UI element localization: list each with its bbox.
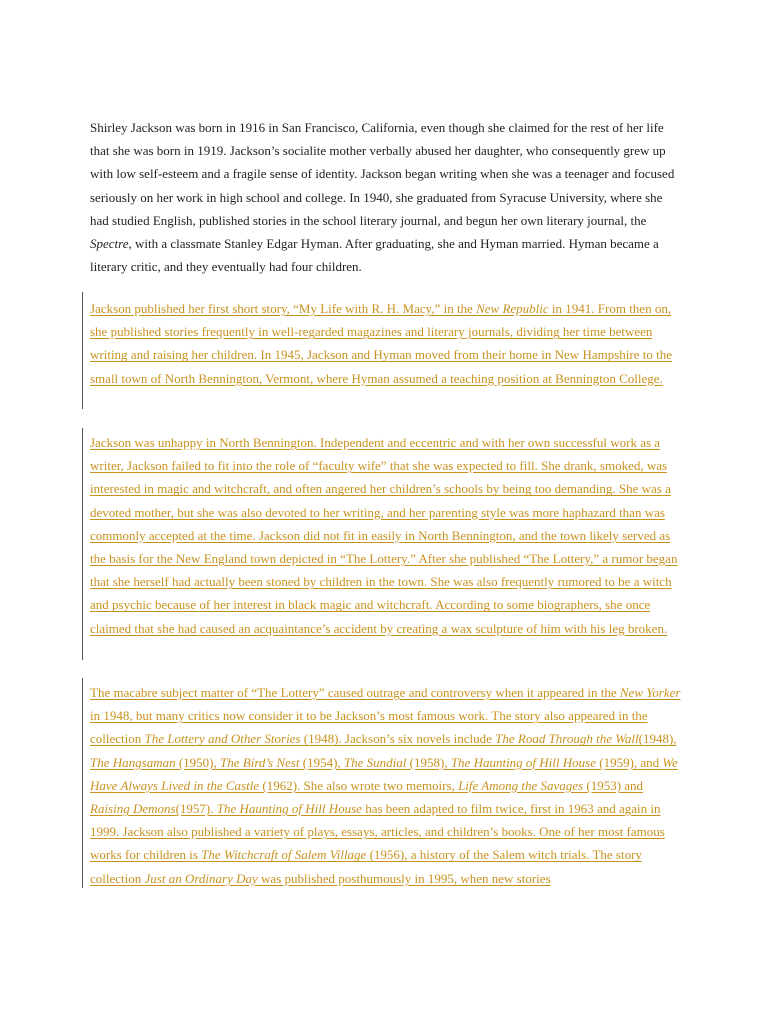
- text-run: (1948),: [638, 731, 677, 747]
- text-run: Shirley Jackson was born in 1916 in San Francisco, California, even though she claimed for the rest of her life that she was born in 1919. Jackson’s socialite mother verbally abused her daughter, who consequently grew up with low self-esteem and a fragile sense of identity. Jackson began writing when she was a teenager and focused seriously on her work in high school and college. In 1940, she graduated from Syracuse University, where she had studied English, published stories in the school literary journal, and begun her own literary journal, the: [90, 120, 675, 228]
- text-run: was published posthumously in 1995, when new stories: [257, 870, 551, 886]
- text-run: in 1941. From then on, she published stories frequently in well-regarded magazines and literary journals, dividing her time between writing and raising her children. In 1945, Jackson and Hyman moved from their home in New Hampshire to the small town of North Bennington, Vermont, where Hyman assumed a teaching position at Bennington College.: [90, 301, 672, 386]
- italic-title: New Republic: [476, 301, 549, 316]
- italic-title: New Yorker: [619, 685, 681, 700]
- text-run: (1953) and: [583, 777, 644, 793]
- italic-title: Spectre: [90, 236, 129, 252]
- paragraph-works: [90, 681, 682, 889]
- italic-title: Just an Ordinary Day: [144, 870, 258, 886]
- text-run: (1954),: [299, 754, 344, 770]
- text-run: The macabre subject matter of “The Lottery” caused outrage and controversy when it appeared in the: [90, 685, 620, 700]
- italic-title: Raising Demons: [90, 801, 176, 817]
- text-run: (1957).: [175, 801, 217, 817]
- text-run: (1956), a history of the Salem witch trials. The story collection: [90, 847, 642, 886]
- text-run: (1959), and: [595, 754, 663, 770]
- italic-title: The Sundial: [343, 754, 407, 770]
- paragraph-biography: [90, 116, 682, 278]
- change-bar: [82, 428, 83, 660]
- italic-title: Life Among the Savages: [458, 777, 584, 793]
- text-run: has been adapted to film twice, first in 1963 and again in 1999. Jackson also published a variety of plays, essays, articles, and children’s books. One of her most famous works for children is: [90, 801, 665, 863]
- paragraph-first-story: [90, 297, 682, 390]
- change-bar: [82, 292, 83, 409]
- italic-title: The Lottery and Other Stories: [144, 731, 301, 747]
- text-run: Jackson was unhappy in North Bennington. Independent and eccentric and with her own successful work as a writer, Jackson failed to fit into the role of “faculty wife” that she was expected to fill. She drank, smoked, was interested in magic and witchcraft, and often angered her children’s schools by being too demanding. She was a devoted mother, but she was also devoted to her writing, and her parenting style was more haphazard than was commonly accepted at the time. Jackson did not fit in easily in North Bennington, and the town likely served as the basis for the New England town depicted in “The Lottery.” After she published “The Lottery,” a rumor began that she herself had actually been stoned by children in the town. She was also frequently rumored to be a witch and psychic because of her interest in black magic and witchcraft. According to some biographers, she once claimed that she had caused an acquaintance’s accident by creating a wax sculpture of him with his leg broken.: [90, 435, 678, 636]
- italic-title: The Bird’s Nest: [220, 754, 300, 770]
- italic-title: The Haunting of Hill House: [216, 801, 362, 817]
- text-run: (1950),: [175, 754, 221, 770]
- text-run: (1962). She also wrote two memoirs,: [259, 777, 459, 793]
- text-run: , with a classmate Stanley Edgar Hyman. After graduating, she and Hyman married. Hyman became a literary critic, and they eventually had four children.: [90, 236, 659, 275]
- italic-title: The Road Through the Wall: [495, 731, 639, 747]
- italic-title: The Witchcraft of Salem Village: [201, 847, 367, 863]
- italic-title: The Haunting of Hill House: [450, 754, 596, 770]
- text-run: (1948). Jackson’s six novels include: [300, 731, 496, 747]
- italic-title: We Have Always Lived in the Castle: [90, 754, 678, 793]
- italic-title: The Hangsaman: [90, 754, 176, 770]
- text-run: in 1948, but many critics now consider it to be Jackson’s most famous work. The story also appeared in the collection: [90, 708, 648, 747]
- text-run: (1958),: [406, 754, 451, 770]
- change-bar: [82, 678, 83, 888]
- text-run: Jackson published her first short story, “My Life with R. H. Macy,” in the: [90, 301, 477, 316]
- paragraph-north-bennington: [90, 431, 682, 640]
